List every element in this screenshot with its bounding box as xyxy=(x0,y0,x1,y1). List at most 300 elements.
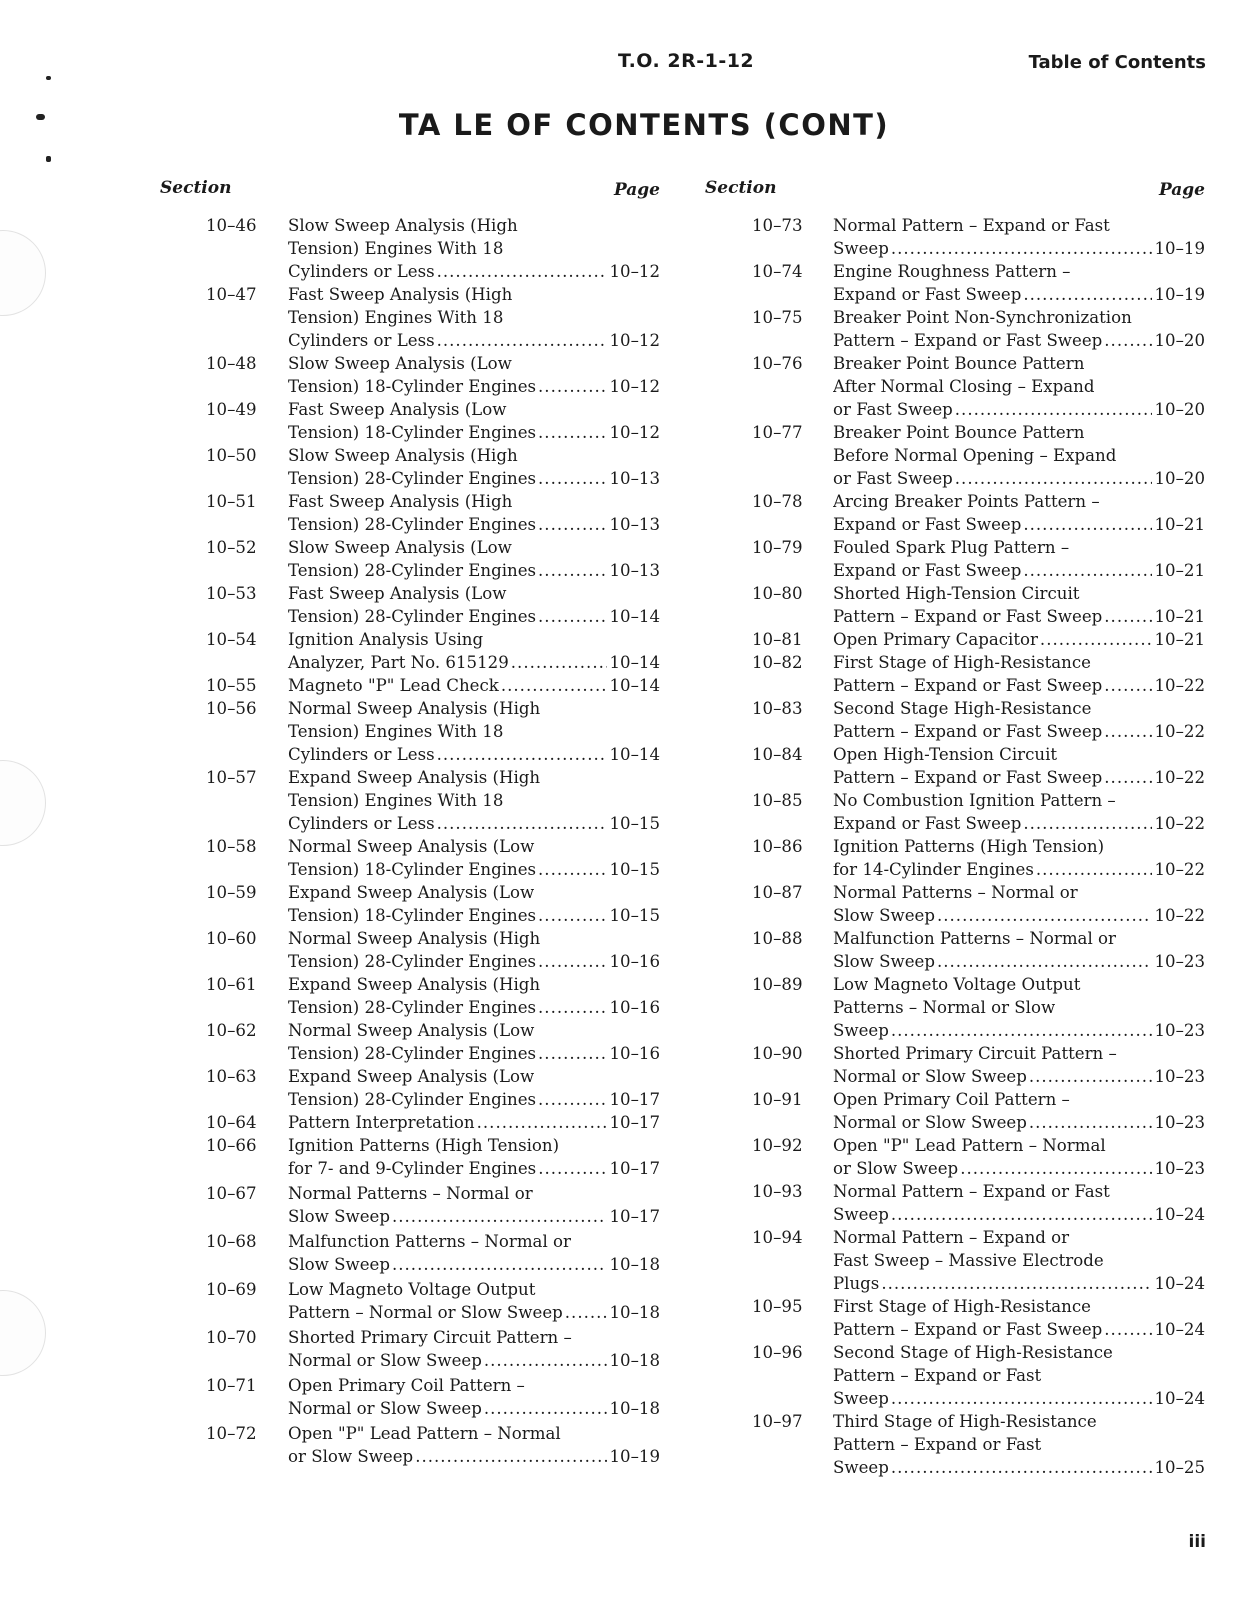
toc-entry-number: 10–49 xyxy=(206,400,257,419)
toc-entry-title-line: Tension) 18-Cylinder Engines xyxy=(288,860,537,879)
toc-entry-page: 10–17 xyxy=(609,1113,660,1132)
toc-entry-number: 10–59 xyxy=(206,883,257,902)
toc-entry-number: 10–70 xyxy=(206,1328,257,1347)
toc-entry xyxy=(160,697,660,766)
toc-entry-title-line: Pattern Interpretation xyxy=(288,1113,475,1132)
toc-entry-number: 10–50 xyxy=(206,446,257,465)
toc-entry-number: 10–64 xyxy=(206,1113,257,1132)
toc-entry xyxy=(705,490,1205,536)
toc-entry-number: 10–66 xyxy=(206,1136,257,1155)
toc-entry-title-line: Low Magneto Voltage Output xyxy=(288,1280,536,1299)
toc-entry-page: 10–19 xyxy=(1154,285,1205,304)
toc-entry-number: 10–63 xyxy=(206,1067,257,1086)
toc-entry-page: 10–20 xyxy=(1154,469,1205,488)
toc-entry-title-line: Arcing Breaker Points Pattern – xyxy=(833,492,1100,511)
toc-entry-number: 10–89 xyxy=(752,975,803,994)
page-heading: Page xyxy=(613,180,660,200)
document-number: T.O. 2R-1-12 xyxy=(618,50,755,72)
toc-entry-page: 10–16 xyxy=(609,998,660,1017)
toc-entry-title-line: Analyzer, Part No. 615129 xyxy=(288,653,509,672)
dot-leader xyxy=(538,858,607,881)
toc-entry-title-line: Expand Sweep Analysis (High xyxy=(288,975,541,994)
toc-entry-number: 10–90 xyxy=(752,1044,803,1063)
toc-entry-title-line: Slow Sweep Analysis (High xyxy=(288,446,518,465)
toc-entry-number: 10–93 xyxy=(752,1182,803,1201)
dot-leader xyxy=(1104,720,1152,743)
toc-entry-number: 10–69 xyxy=(206,1280,257,1299)
toc-entry-title-line: Normal Pattern – Expand or Fast xyxy=(833,1182,1110,1201)
toc-entry xyxy=(160,1019,660,1065)
toc-entry-title-line: Tension) 28-Cylinder Engines xyxy=(288,607,537,626)
dot-leader xyxy=(415,1445,607,1468)
toc-entry-title-line: Normal Patterns – Normal or xyxy=(833,883,1078,902)
toc-entry-title-line: Second Stage High-Resistance xyxy=(833,699,1092,718)
toc-entry-title-line: Open "P" Lead Pattern – Normal xyxy=(288,1424,561,1443)
toc-entry xyxy=(705,651,1205,697)
toc-entry-number: 10–88 xyxy=(752,929,803,948)
toc-entry-title-line: Tension) 28-Cylinder Engines xyxy=(288,469,537,488)
toc-entry-number: 10–62 xyxy=(206,1021,257,1040)
toc-entry-title-line: Patterns – Normal or Slow xyxy=(833,998,1056,1017)
toc-entry-title-line: or Slow Sweep xyxy=(833,1159,959,1178)
toc-entry xyxy=(705,582,1205,628)
dot-leader xyxy=(484,1349,608,1372)
toc-entry-page: 10–18 xyxy=(609,1399,660,1418)
dot-leader xyxy=(1104,674,1152,697)
toc-entry-title-line: Open Primary Coil Pattern – xyxy=(288,1376,525,1395)
dot-leader xyxy=(960,1157,1152,1180)
toc-entry-page: 10–17 xyxy=(609,1090,660,1109)
toc-entry-title-line: Before Normal Opening – Expand xyxy=(833,446,1117,465)
toc-entry xyxy=(160,835,660,881)
toc-entry-title-line: Sweep xyxy=(833,1389,889,1408)
toc-entry-title-line: Slow Sweep xyxy=(288,1207,390,1226)
toc-entry-number: 10–76 xyxy=(752,354,803,373)
toc-entry-number: 10–54 xyxy=(206,630,257,649)
toc-entry-title-line: Expand or Fast Sweep xyxy=(833,561,1022,580)
dot-leader xyxy=(437,260,608,283)
dot-leader xyxy=(891,1456,1153,1479)
dot-leader xyxy=(937,950,1152,973)
toc-entry-page: 10–12 xyxy=(609,423,660,442)
dot-leader xyxy=(392,1205,607,1228)
toc-entry xyxy=(160,1374,660,1420)
toc-entry-number: 10–67 xyxy=(206,1184,257,1203)
toc-entry-title-line: Malfunction Patterns – Normal or xyxy=(833,929,1116,948)
toc-entry-page: 10–19 xyxy=(609,1447,660,1466)
toc-entry-page: 10–20 xyxy=(1154,400,1205,419)
toc-entry-page: 10–23 xyxy=(1154,1067,1205,1086)
dot-leader xyxy=(437,329,608,352)
toc-entry-title-line: Tension) Engines With 18 xyxy=(288,791,504,810)
toc-entry-title-line: Low Magneto Voltage Output xyxy=(833,975,1081,994)
toc-entry xyxy=(705,697,1205,743)
toc-entry-number: 10–87 xyxy=(752,883,803,902)
toc-entry-title-line: Expand Sweep Analysis (Low xyxy=(288,1067,535,1086)
toc-entry-page: 10–18 xyxy=(609,1351,660,1370)
toc-entry-title-line: Tension) Engines With 18 xyxy=(288,308,504,327)
toc-entry-number: 10–92 xyxy=(752,1136,803,1155)
toc-entry-number: 10–85 xyxy=(752,791,803,810)
toc-entry-page: 10–24 xyxy=(1154,1205,1205,1224)
toc-entry-page: 10–22 xyxy=(1154,906,1205,925)
toc-column-right xyxy=(705,178,1205,1479)
toc-entry-page: 10–21 xyxy=(1154,561,1205,580)
toc-entry-page: 10–15 xyxy=(609,860,660,879)
toc-entry-number: 10–52 xyxy=(206,538,257,557)
dot-leader xyxy=(538,950,607,973)
toc-entry xyxy=(160,1065,660,1111)
toc-entry-number: 10–78 xyxy=(752,492,803,511)
toc-entry-page: 10–18 xyxy=(609,1255,660,1274)
toc-entry-number: 10–95 xyxy=(752,1297,803,1316)
toc-entry-number: 10–74 xyxy=(752,262,803,281)
toc-entry-page: 10–17 xyxy=(609,1159,660,1178)
toc-entry-title-line: Malfunction Patterns – Normal or xyxy=(288,1232,571,1251)
toc-entry-title-line: Normal Patterns – Normal or xyxy=(288,1184,533,1203)
toc-entry-title-line: Pattern – Expand or Fast Sweep xyxy=(833,331,1103,350)
toc-entry xyxy=(160,1134,660,1180)
toc-entry-title-line: Normal or Slow Sweep xyxy=(833,1113,1027,1132)
toc-entry xyxy=(160,214,660,283)
column-header xyxy=(705,178,1205,214)
toc-entry xyxy=(705,973,1205,1042)
dot-leader xyxy=(477,1111,608,1134)
toc-entry-title-line: or Slow Sweep xyxy=(288,1447,414,1466)
toc-entry-title-line: or Fast Sweep xyxy=(833,400,953,419)
dot-leader xyxy=(1023,559,1152,582)
toc-entry-page: 10–21 xyxy=(1154,515,1205,534)
toc-entry-title-line: Tension) 18-Cylinder Engines xyxy=(288,906,537,925)
toc-entry xyxy=(705,1226,1205,1295)
toc-entry xyxy=(705,214,1205,260)
toc-entry-number: 10–47 xyxy=(206,285,257,304)
toc-entry-page: 10–23 xyxy=(1154,1113,1205,1132)
toc-entry-title-line: Tension) 28-Cylinder Engines xyxy=(288,561,537,580)
toc-entry xyxy=(160,1278,660,1324)
toc-entry-title-line: Tension) 28-Cylinder Engines xyxy=(288,952,537,971)
toc-entry-title-line: Shorted Primary Circuit Pattern – xyxy=(833,1044,1117,1063)
dot-leader xyxy=(565,1301,608,1324)
toc-entry-title-line: No Combustion Ignition Pattern – xyxy=(833,791,1116,810)
toc-entry-page: 10–13 xyxy=(609,561,660,580)
dot-leader xyxy=(1029,1065,1153,1088)
toc-entry xyxy=(160,674,660,697)
toc-entry-title-line: After Normal Closing – Expand xyxy=(833,377,1095,396)
toc-entry-page: 10–14 xyxy=(609,607,660,626)
toc-entry-title-line: Pattern – Normal or Slow Sweep xyxy=(288,1303,563,1322)
toc-entry xyxy=(705,260,1205,306)
toc-entry-page: 10–22 xyxy=(1154,768,1205,787)
dot-leader xyxy=(538,1157,607,1180)
dot-leader xyxy=(955,398,1153,421)
toc-entry-title-line: Expand or Fast Sweep xyxy=(833,285,1022,304)
toc-entry-title-line: Pattern – Expand or Fast Sweep xyxy=(833,722,1103,741)
toc-entry-title-line: Pattern – Expand or Fast xyxy=(833,1435,1042,1454)
dot-leader xyxy=(955,467,1153,490)
toc-entry-title-line: Normal Sweep Analysis (Low xyxy=(288,837,535,856)
toc-entry-title-line: Normal or Slow Sweep xyxy=(288,1399,482,1418)
toc-entry xyxy=(160,1182,660,1228)
toc-entry-page: 10–21 xyxy=(1154,630,1205,649)
toc-entry-title-line: Fast Sweep Analysis (Low xyxy=(288,584,507,603)
page-heading: Page xyxy=(1158,180,1205,200)
toc-entry-title-line: Tension) 28-Cylinder Engines xyxy=(288,998,537,1017)
toc-entry-title-line: Open "P" Lead Pattern – Normal xyxy=(833,1136,1106,1155)
column-header xyxy=(160,178,660,214)
toc-entry-title-line: First Stage of High-Resistance xyxy=(833,653,1091,672)
toc-entry-title-line: Pattern – Expand or Fast Sweep xyxy=(833,1320,1103,1339)
toc-entry-page: 10–23 xyxy=(1154,952,1205,971)
toc-entry-title-line: Tension) 28-Cylinder Engines xyxy=(288,1044,537,1063)
toc-entry-title-line: Sweep xyxy=(833,239,889,258)
toc-entry-title-line: Tension) 28-Cylinder Engines xyxy=(288,515,537,534)
toc-entry-number: 10–80 xyxy=(752,584,803,603)
dot-leader xyxy=(538,1088,607,1111)
toc-entry-title-line: Cylinders or Less xyxy=(288,331,435,350)
toc-entry xyxy=(160,1111,660,1134)
toc-entry-number: 10–72 xyxy=(206,1424,257,1443)
toc-entry-page: 10–21 xyxy=(1154,607,1205,626)
toc-entry-title-line: Normal Pattern – Expand or xyxy=(833,1228,1070,1247)
toc-entry-title-line: Tension) Engines With 18 xyxy=(288,239,504,258)
toc-entry-title-line: Fast Sweep Analysis (High xyxy=(288,492,513,511)
toc-entry-number: 10–97 xyxy=(752,1412,803,1431)
toc-entry-title-line: Pattern – Expand or Fast Sweep xyxy=(833,676,1103,695)
toc-entry-title-line: Pattern – Expand or Fast Sweep xyxy=(833,607,1103,626)
toc-entry xyxy=(705,421,1205,490)
toc-entry-title-line: Breaker Point Bounce Pattern xyxy=(833,423,1085,442)
toc-entry-title-line: Expand Sweep Analysis (High xyxy=(288,768,541,787)
toc-entry xyxy=(705,1180,1205,1226)
toc-entry-title-line: Fast Sweep Analysis (High xyxy=(288,285,513,304)
toc-entry-number: 10–82 xyxy=(752,653,803,672)
toc-entry xyxy=(705,1410,1205,1479)
toc-entry xyxy=(705,789,1205,835)
toc-entry-title-line: Shorted High-Tension Circuit xyxy=(833,584,1080,603)
toc-entry xyxy=(705,1341,1205,1410)
toc-entry xyxy=(705,352,1205,421)
dot-leader xyxy=(881,1272,1152,1295)
toc-entry-page: 10–14 xyxy=(609,653,660,672)
toc-entry-number: 10–81 xyxy=(752,630,803,649)
toc-entry-title-line: Shorted Primary Circuit Pattern – xyxy=(288,1328,572,1347)
toc-entry-title-line: Tension) 18-Cylinder Engines xyxy=(288,377,537,396)
toc-entry xyxy=(160,927,660,973)
toc-entry xyxy=(160,283,660,352)
dot-leader xyxy=(392,1253,607,1276)
toc-entry-title-line: Slow Sweep Analysis (Low xyxy=(288,538,512,557)
toc-entry-title-line: Slow Sweep xyxy=(288,1255,390,1274)
toc-entry-page: 10–23 xyxy=(1154,1021,1205,1040)
toc-entry-number: 10–55 xyxy=(206,676,257,695)
toc-entry-title-line: for 14-Cylinder Engines xyxy=(833,860,1034,879)
toc-entry-number: 10–79 xyxy=(752,538,803,557)
dot-leader xyxy=(437,743,608,766)
toc-entry-number: 10–61 xyxy=(206,975,257,994)
toc-entry-page: 10–24 xyxy=(1154,1389,1205,1408)
toc-entry xyxy=(160,490,660,536)
toc-entry xyxy=(160,628,660,674)
toc-entry-title-line: Normal Pattern – Expand or Fast xyxy=(833,216,1110,235)
toc-entry-title-line: Normal Sweep Analysis (High xyxy=(288,699,541,718)
toc-entry-page: 10–13 xyxy=(609,515,660,534)
toc-entry-title-line: Expand Sweep Analysis (Low xyxy=(288,883,535,902)
toc-entry-title-line: Slow Sweep xyxy=(833,906,935,925)
punch-hole xyxy=(0,760,46,846)
toc-entry-title-line: Slow Sweep Analysis (High xyxy=(288,216,518,235)
toc-entry-page: 10–22 xyxy=(1154,814,1205,833)
toc-entry-title-line: Expand or Fast Sweep xyxy=(833,814,1022,833)
dot-leader xyxy=(437,812,608,835)
toc-entry-number: 10–96 xyxy=(752,1343,803,1362)
toc-entry xyxy=(160,352,660,398)
running-header: Table of Contents xyxy=(1028,52,1206,73)
toc-entry-number: 10–73 xyxy=(752,216,803,235)
toc-entry-page: 10–19 xyxy=(1154,239,1205,258)
toc-entry-number: 10–83 xyxy=(752,699,803,718)
dot-leader xyxy=(538,996,607,1019)
toc-entry-page: 10–12 xyxy=(609,377,660,396)
dot-leader xyxy=(1029,1111,1153,1134)
toc-entry xyxy=(705,835,1205,881)
toc-list xyxy=(705,214,1205,1479)
toc-entry-title-line: Breaker Point Bounce Pattern xyxy=(833,354,1085,373)
toc-entry-title-line: Fast Sweep – Massive Electrode xyxy=(833,1251,1104,1270)
dot-leader xyxy=(1104,329,1152,352)
page-title: TA LE OF CONTENTS (CONT) xyxy=(398,108,890,142)
toc-entry xyxy=(160,1326,660,1372)
toc-entry xyxy=(160,766,660,835)
toc-entry xyxy=(160,398,660,444)
toc-entry-number: 10–53 xyxy=(206,584,257,603)
toc-entry-page: 10–12 xyxy=(609,331,660,350)
toc-entry-page: 10–22 xyxy=(1154,722,1205,741)
toc-entry-number: 10–77 xyxy=(752,423,803,442)
toc-entry-title-line: Magneto "P" Lead Check xyxy=(288,676,499,695)
dot-leader xyxy=(1104,766,1152,789)
toc-entry xyxy=(160,881,660,927)
dot-leader xyxy=(891,1203,1153,1226)
toc-entry xyxy=(160,536,660,582)
dot-leader xyxy=(511,651,608,674)
toc-entry-title-line: Engine Roughness Pattern – xyxy=(833,262,1071,281)
toc-entry-title-line: Second Stage of High-Resistance xyxy=(833,1343,1113,1362)
dot-leader xyxy=(538,559,607,582)
dot-leader xyxy=(538,904,607,927)
toc-entry-title-line: Tension) Engines With 18 xyxy=(288,722,504,741)
toc-entry-title-line: Fast Sweep Analysis (Low xyxy=(288,400,507,419)
toc-entry-title-line: Third Stage of High-Resistance xyxy=(833,1412,1097,1431)
toc-entry-page: 10–23 xyxy=(1154,1159,1205,1178)
toc-entry-title-line: Pattern – Expand or Fast xyxy=(833,1366,1042,1385)
toc-entry xyxy=(160,973,660,1019)
toc-entry-title-line: Expand or Fast Sweep xyxy=(833,515,1022,534)
toc-list xyxy=(160,214,660,1468)
toc-entry-title-line: Normal or Slow Sweep xyxy=(288,1351,482,1370)
toc-entry-page: 10–17 xyxy=(609,1207,660,1226)
toc-entry xyxy=(705,1042,1205,1088)
toc-entry-title-line: First Stage of High-Resistance xyxy=(833,1297,1091,1316)
dot-leader xyxy=(538,1042,607,1065)
toc-entry-title-line: Plugs xyxy=(833,1274,880,1293)
toc-entry-title-line: Open Primary Coil Pattern – xyxy=(833,1090,1070,1109)
toc-entry xyxy=(705,1088,1205,1134)
toc-entry-page: 10–25 xyxy=(1154,1458,1205,1477)
toc-entry-title-line: Normal Sweep Analysis (Low xyxy=(288,1021,535,1040)
toc-entry-page: 10–20 xyxy=(1154,331,1205,350)
margin-mark xyxy=(46,156,51,162)
toc-entry-page: 10–12 xyxy=(609,262,660,281)
toc-entry-title-line: Slow Sweep xyxy=(833,952,935,971)
dot-leader xyxy=(1023,812,1152,835)
toc-entry-number: 10–75 xyxy=(752,308,803,327)
toc-entry-number: 10–58 xyxy=(206,837,257,856)
toc-entry-page: 10–16 xyxy=(609,952,660,971)
dot-leader xyxy=(1023,283,1152,306)
toc-entry-title-line: Open Primary Capacitor xyxy=(833,630,1038,649)
punch-hole xyxy=(0,230,46,316)
toc-entry-title-line: Sweep xyxy=(833,1205,889,1224)
margin-mark xyxy=(46,76,51,80)
toc-entry-number: 10–60 xyxy=(206,929,257,948)
toc-entry-number: 10–84 xyxy=(752,745,803,764)
toc-entry xyxy=(705,536,1205,582)
toc-entry xyxy=(705,1295,1205,1341)
toc-entry-title-line: Sweep xyxy=(833,1458,889,1477)
toc-entry-number: 10–57 xyxy=(206,768,257,787)
toc-entry-title-line: Fouled Spark Plug Pattern – xyxy=(833,538,1070,557)
toc-entry-page: 10–15 xyxy=(609,814,660,833)
toc-entry xyxy=(160,1422,660,1468)
toc-entry-number: 10–71 xyxy=(206,1376,257,1395)
dot-leader xyxy=(1104,1318,1152,1341)
dot-leader xyxy=(1023,513,1152,536)
dot-leader xyxy=(538,605,607,628)
toc-entry-title-line: Sweep xyxy=(833,1021,889,1040)
toc-entry xyxy=(160,1230,660,1276)
dot-leader xyxy=(891,1019,1153,1042)
dot-leader xyxy=(1040,628,1153,651)
toc-entry-title-line: Normal Sweep Analysis (High xyxy=(288,929,541,948)
toc-entry xyxy=(160,582,660,628)
toc-entry xyxy=(705,881,1205,927)
page-number: iii xyxy=(1188,1532,1206,1552)
toc-entry-number: 10–46 xyxy=(206,216,257,235)
toc-entry-number: 10–51 xyxy=(206,492,257,511)
toc-column-left xyxy=(160,178,660,1468)
toc-entry-page: 10–18 xyxy=(609,1303,660,1322)
toc-entry-title-line: Cylinders or Less xyxy=(288,262,435,281)
dot-leader xyxy=(891,1387,1153,1410)
dot-leader xyxy=(538,421,607,444)
toc-entry xyxy=(705,1134,1205,1180)
toc-entry-title-line: Tension) 28-Cylinder Engines xyxy=(288,1090,537,1109)
toc-entry-number: 10–68 xyxy=(206,1232,257,1251)
toc-entry-page: 10–22 xyxy=(1154,860,1205,879)
toc-entry-title-line: Breaker Point Non-Synchronization xyxy=(833,308,1132,327)
toc-entry-title-line: or Fast Sweep xyxy=(833,469,953,488)
dot-leader xyxy=(538,375,607,398)
toc-entry-title-line: Cylinders or Less xyxy=(288,814,435,833)
toc-entry-number: 10–91 xyxy=(752,1090,803,1109)
toc-entry xyxy=(705,628,1205,651)
dot-leader xyxy=(484,1397,608,1420)
toc-entry-page: 10–14 xyxy=(609,676,660,695)
dot-leader xyxy=(538,513,607,536)
toc-entry-title-line: Cylinders or Less xyxy=(288,745,435,764)
toc-entry-page: 10–24 xyxy=(1154,1320,1205,1339)
